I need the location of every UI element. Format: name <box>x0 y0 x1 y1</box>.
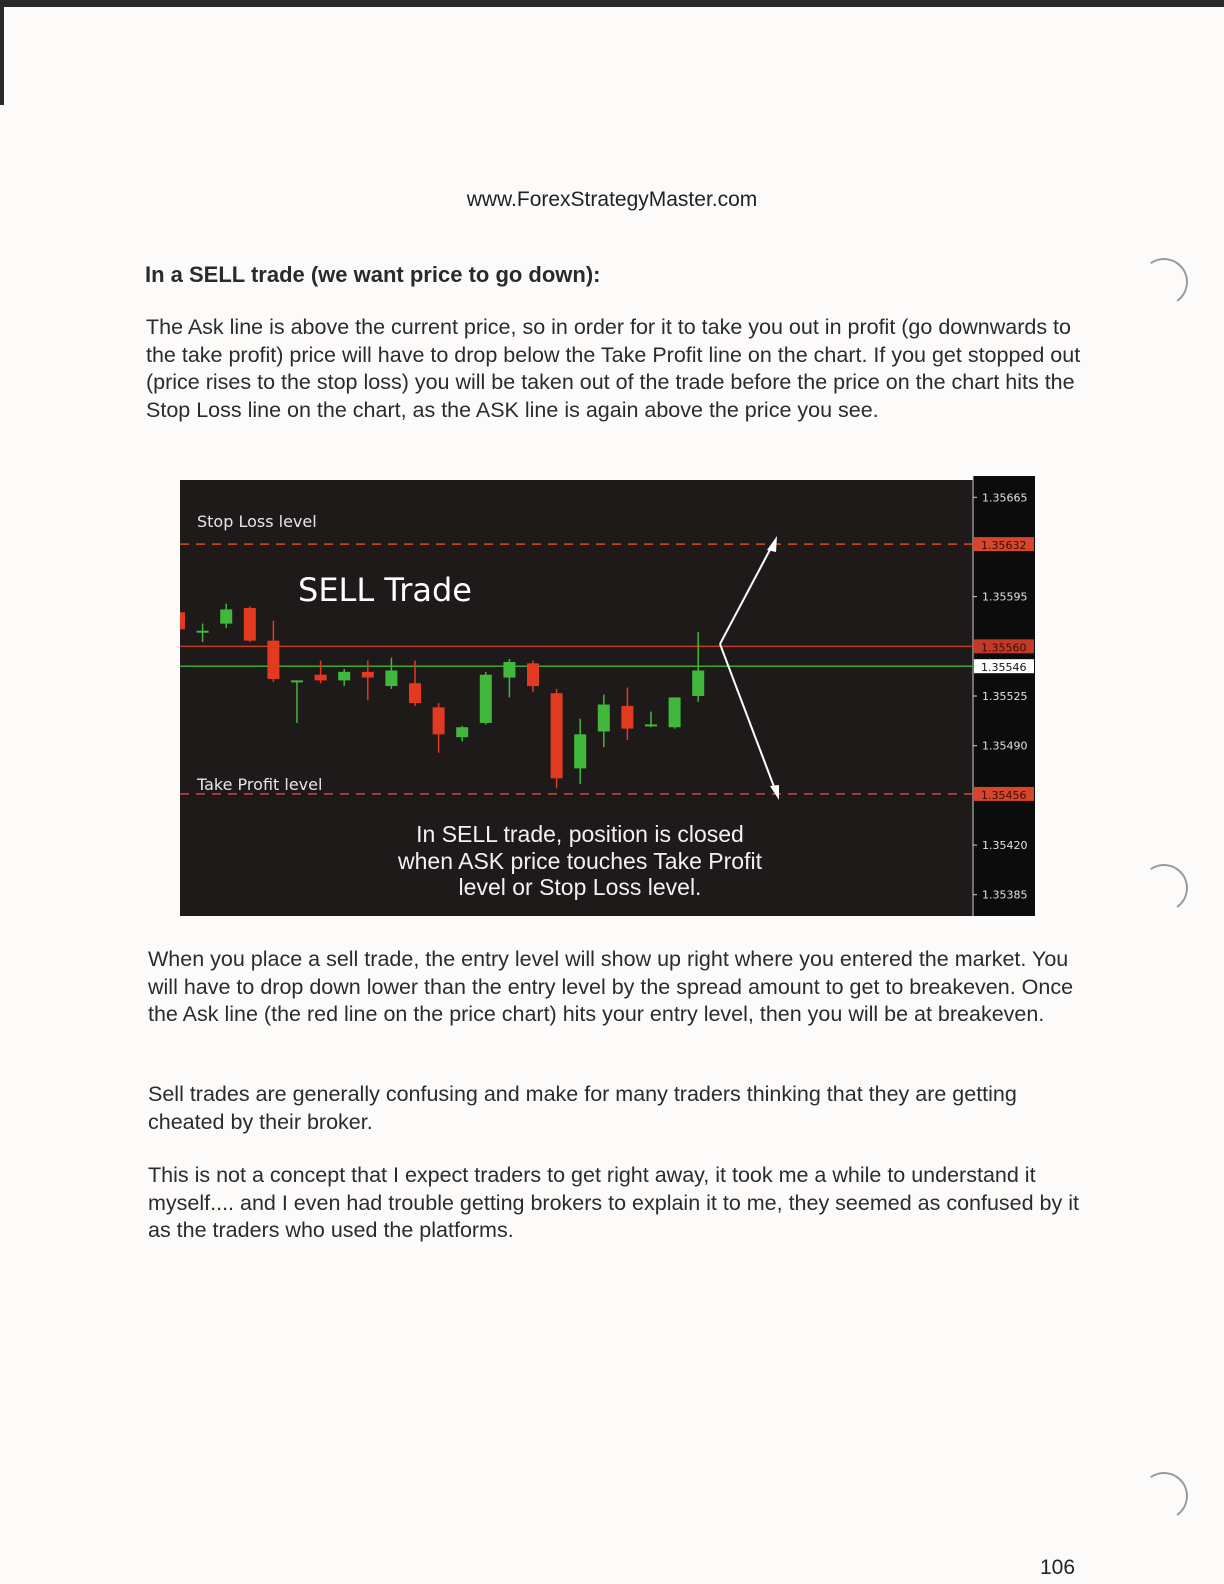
candle-body <box>598 705 610 732</box>
candle-body <box>621 706 633 729</box>
candle-body <box>551 693 563 778</box>
section-heading: In a SELL trade (we want price to go down): <box>145 262 601 287</box>
level-price-tag: 1.35456 <box>981 788 1027 802</box>
take-profit-label: Take Profit level <box>197 775 323 794</box>
candle-body <box>385 670 397 686</box>
punch-hole-bottom <box>1136 1468 1192 1524</box>
stop-loss-label: Stop Loss level <box>197 512 317 531</box>
paragraph-concept: This is not a concept that I expect traders to get right away, it took me a while to understand it myself.... and I even had trouble getting brokers to explain it to me, they seemed as confused by it as the traders who used the platforms. <box>148 1163 1079 1242</box>
page-number: 106 <box>1040 1556 1076 1579</box>
candle-body <box>291 680 303 682</box>
candle-body <box>456 727 468 737</box>
candle-body <box>645 724 657 726</box>
candle-body <box>669 697 681 727</box>
y-tick-label: 1.35385 <box>982 888 1028 902</box>
punch-hole-top <box>1136 254 1192 310</box>
y-tick-label: 1.35665 <box>982 491 1028 505</box>
caption-line-3: level or Stop Loss level. <box>458 874 702 900</box>
candle-body <box>267 641 279 679</box>
candle-body <box>692 670 704 696</box>
level-price-tag: 1.35560 <box>981 641 1027 655</box>
scan-edge-left <box>0 0 4 105</box>
level-price-tag: 1.35546 <box>981 661 1027 675</box>
paragraph-ask-line: The Ask line is above the current price, so in order for it to take you out in profit (go downwards to the take profit) price will have to drop below the Take Profit line on the chart. If you get stopped out (price rises to the stop loss) you will be taken out of the trade before the price on the chart hits the Stop Loss line on the chart, as the ASK line is again above the price you see. <box>146 315 1081 422</box>
candle-body <box>527 663 539 686</box>
caption-line-1: In SELL trade, position is closed <box>416 821 744 847</box>
sell-trade-chart <box>180 476 1040 916</box>
level-price-tag: 1.35632 <box>981 539 1027 553</box>
candle-body <box>503 662 515 678</box>
y-tick-label: 1.35525 <box>982 690 1028 703</box>
candle-body <box>433 707 445 734</box>
site-url: www.ForexStrategyMaster.com <box>466 188 758 211</box>
paragraph-entry-level: When you place a sell trade, the entry level will show up right where you entered the market. You will have to drop down lower than the entry level by the spread amount to get to breakeven. Once the Ask line (the red line on the price chart) hits your entry level, then you will be at breakeven. <box>148 947 1074 1026</box>
chart-canvas <box>180 476 1040 916</box>
y-tick-label: 1.35595 <box>982 590 1028 604</box>
candle-body <box>197 631 209 633</box>
candle-body <box>574 734 586 768</box>
candle-body <box>244 608 256 641</box>
punch-hole-middle <box>1136 860 1192 916</box>
y-tick-label: 1.35420 <box>982 839 1028 853</box>
candle-body <box>220 609 232 623</box>
y-tick-label: 1.35490 <box>982 739 1028 753</box>
candle-body <box>338 672 350 681</box>
candle-body <box>362 672 374 678</box>
caption-line-2: when ASK price touches Take Profit <box>398 848 762 874</box>
chart-title: SELL Trade <box>298 571 472 609</box>
scan-edge-top <box>0 0 1224 7</box>
candle-body <box>480 675 492 723</box>
paragraph-confusing: Sell trades are generally confusing and make for many traders thinking that they are getting cheated by their broker. <box>148 1082 1017 1134</box>
candle-body <box>180 612 185 629</box>
candle-body <box>315 675 327 681</box>
candle-body <box>409 683 421 703</box>
